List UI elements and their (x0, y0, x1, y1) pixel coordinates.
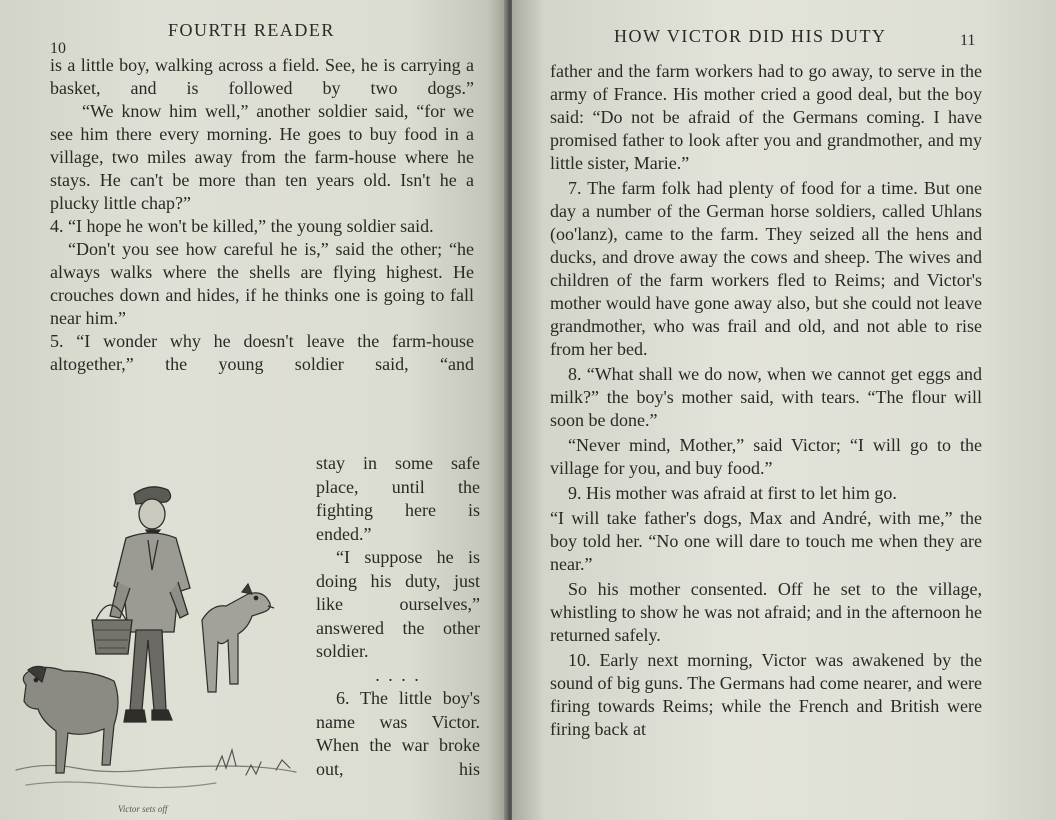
paragraph: 6. The little boy's name was Victor. When the war broke out, his (316, 688, 480, 779)
paragraph: 8. “What shall we do now, when we cannot get eggs and milk?” the boy's mother said, with tears. “The flour will soon be done.” (550, 364, 982, 430)
right-main-text (550, 60, 982, 741)
left-main-text (50, 54, 474, 376)
section-break: . . . . (375, 664, 421, 685)
paragraph: 10. Early next morning, Victor was awakened by the sound of big guns. The Germans had come nearer, and were firing towards Reims; while the French and British were firing back at (550, 650, 982, 739)
illustration-caption: Victor sets off (118, 804, 168, 814)
paragraph: 4. “I hope he won't be killed,” the young soldier said. (50, 216, 434, 236)
paragraph: So his mother consented. Off he set to the village, whistling to show he was not afraid; and in the afternoon he returned safely. (550, 579, 982, 645)
paragraph: father and the farm workers had to go away, to serve in the army of France. His mother cried a good deal, but the boy said: “Do not be afraid of the Germans coming. I have promised father to look after you and grandmother, and my little sister, Marie.” (550, 61, 982, 173)
right-running-head: HOW VICTOR DID HIS DUTY (614, 26, 887, 46)
paragraph: 5. “I wonder why he doesn't leave the farm-house altogether,” the young soldier said, “and (50, 331, 474, 374)
left-wrap-text (316, 452, 480, 781)
paragraph: 7. The farm folk had plenty of food for a time. But one day a number of the German horse soldiers, called Uhlans (oo'lanz), came to the farm. They seized all the hens and ducks, and drove away the cows and sheep. The wives and children of the farm workers fled to Reims; and Victor's mother would have gone away also, but she could not leave grandmother, who was frail and old, and not able to rise from her bed. (550, 178, 982, 359)
paragraph: is a little boy, walking across a field. See, he is carrying a basket, and is followed by two dogs.” (50, 55, 474, 98)
left-page-number: 10 (50, 40, 66, 57)
boy-and-dogs-illustration (6, 470, 306, 805)
paragraph: stay in some safe place, until the fighting here is ended.” (316, 453, 480, 544)
left-running-head: FOURTH READER (168, 20, 335, 40)
left-page (0, 0, 508, 820)
paragraph: “I will take father's dogs, Max and André, with me,” the boy told her. “No one will dare to touch me when they are near.” (550, 508, 982, 574)
right-page-number: 11 (960, 32, 976, 49)
paragraph: “Don't you see how careful he is,” said the other; “he always walks where the shells are flying highest. He crouches down and hides, if he thinks one is going to fall near him.” (50, 239, 474, 328)
paragraph: “Never mind, Mother,” said Victor; “I will go to the village for you, and buy food.” (550, 435, 982, 478)
paragraph: “I suppose he is doing his duty, just like ourselves,” answered the other soldier. (316, 547, 480, 661)
right-page (512, 0, 1056, 820)
paragraph: “We know him well,” another soldier said, “for we see him there every morning. He goes to buy food in a village, two miles away from the farm-house where he stays. He can't be more than ten years old. Isn't he a plucky little chap?” (50, 101, 474, 213)
paragraph: 9. His mother was afraid at first to let him go. (568, 483, 897, 503)
